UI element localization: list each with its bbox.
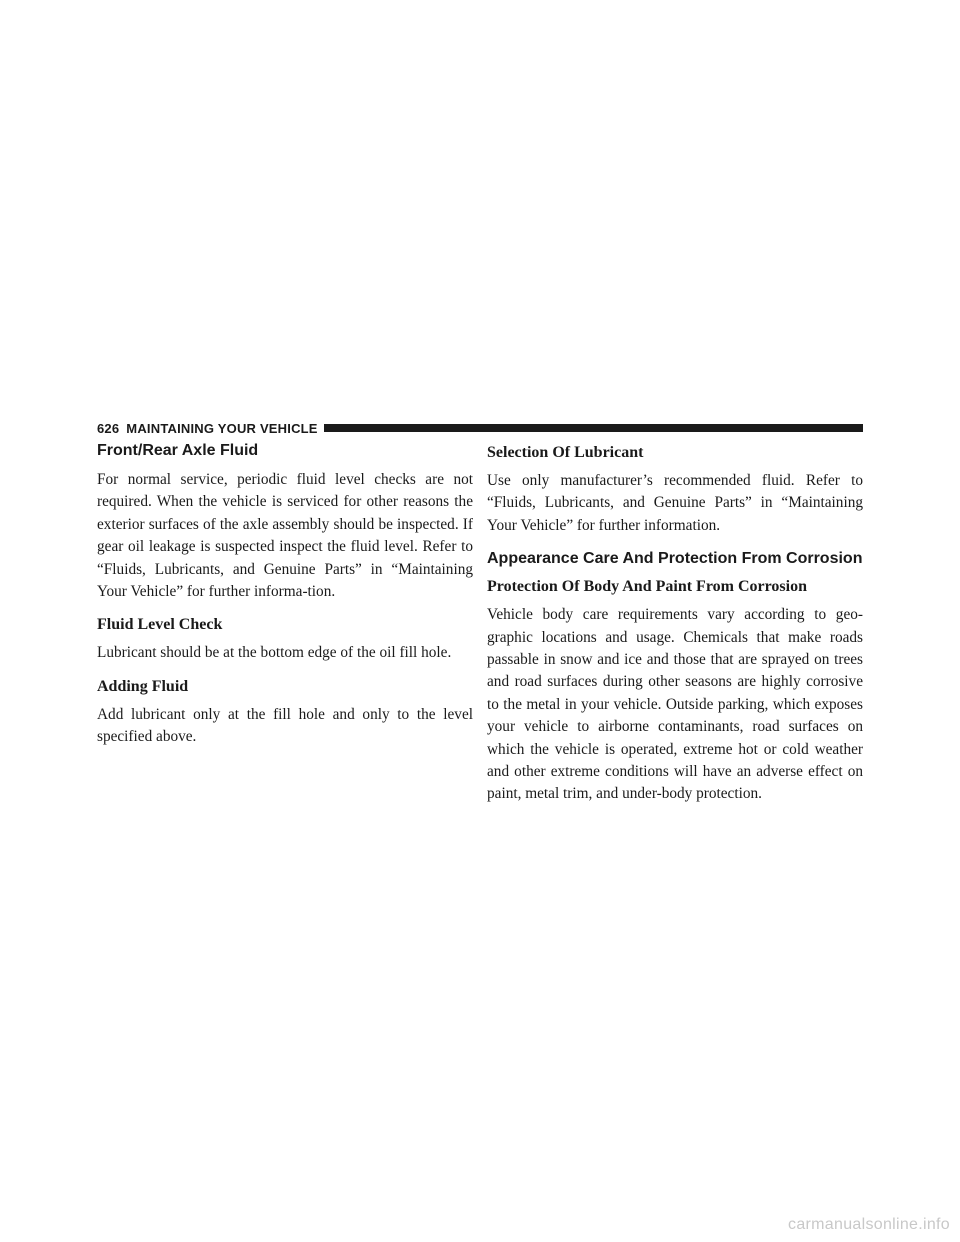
fluid-level-check-paragraph: Lubricant should be at the bottom edge of the oil fill hole.: [97, 644, 452, 662]
appearance-care-heading: Appearance Care And Protection From Corrosion: [487, 550, 863, 568]
running-header: [97, 418, 863, 438]
fluid-level-check-heading: Fluid Level Check: [97, 616, 223, 634]
adding-fluid-heading: Adding Fluid: [97, 677, 189, 695]
page-number: 626: [97, 420, 120, 436]
selection-of-lubricant-paragraph: Use only manufacturer’s recommended fluid. Refer to “Fluids, Lubricants, and Genuine Parts” in “Maintaining Your Vehicle” for further information.: [487, 472, 863, 534]
right-column: [487, 441, 863, 818]
protection-body-paint-heading: Protection Of Body And Paint From Corrosion: [487, 578, 807, 596]
adding-fluid-paragraph: Add lubricant only at the fill hole and only to the level specified above.: [97, 705, 473, 746]
axle-fluid-heading: Front/Rear Axle Fluid: [97, 442, 259, 459]
header-rule: [324, 424, 863, 432]
watermark-text: carmanualsonline.info: [788, 1216, 950, 1233]
left-column: [97, 441, 473, 761]
axle-fluid-paragraph: For normal service, periodic fluid level checks are not required. When the vehicle is serviced for other reasons the exterior surfaces of the axle assembly should be inspected. If gear oil leakage is suspected inspect the fluid level. Refer to “Fluids, Lubricants, and Genuine Parts” in “Maintaining Your Vehicle” for further informa-tion.: [97, 471, 473, 601]
selection-of-lubricant-heading: Selection Of Lubricant: [487, 444, 644, 461]
section-title: MAINTAINING YOUR VEHICLE: [126, 420, 318, 436]
protection-body-paint-paragraph: Vehicle body care requirements vary according to geo-graphic locations and usage. Chemicals that make roads passable in snow and ice and those that are sprayed on trees and road surfaces during other seasons are highly corrosive to the metal in your vehicle. Outside parking, which exposes your vehicle to airborne contaminants, road surfaces on which the vehicle is operated, extreme hot or cold weather and other extreme conditions will have an adverse effect on paint, metal trim, and under-body protection.: [487, 606, 863, 803]
